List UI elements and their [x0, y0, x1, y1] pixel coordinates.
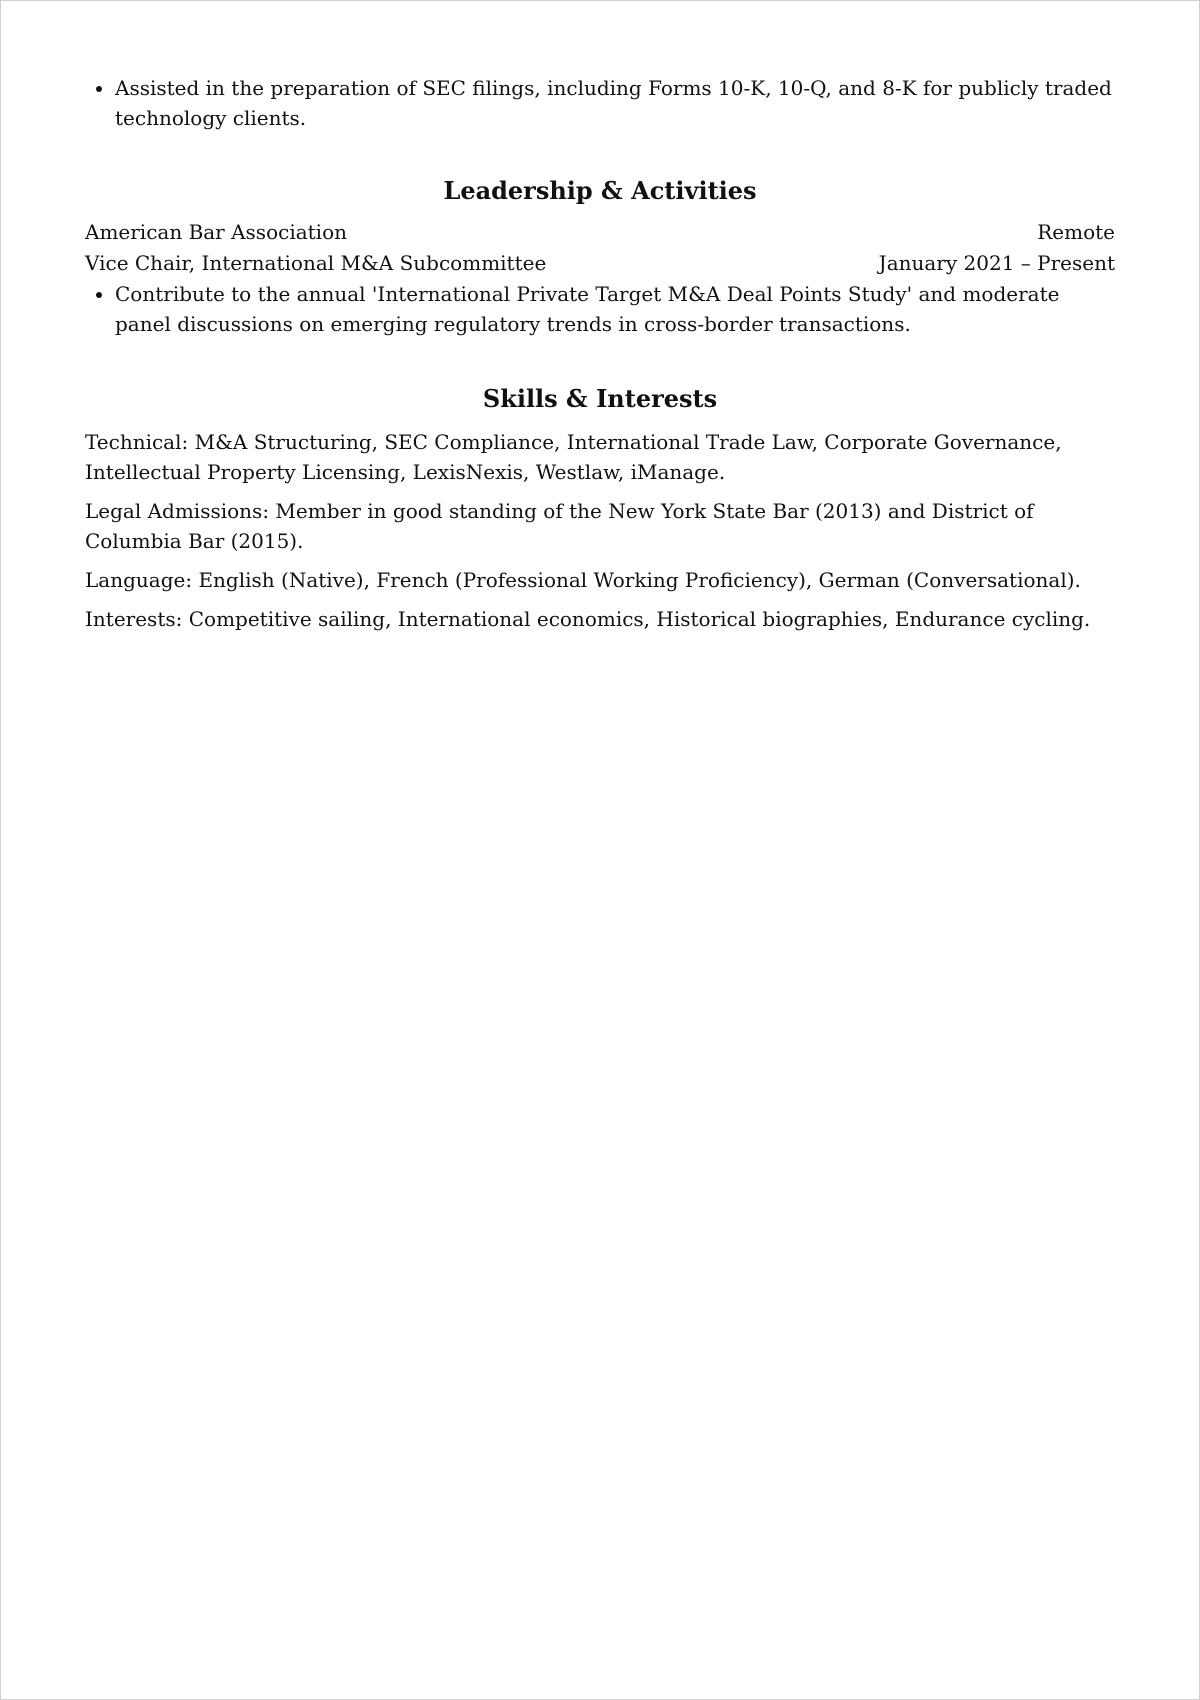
skill-interests	[85, 604, 1115, 634]
leadership-bullet-list	[85, 279, 1115, 339]
skill-label: Legal Admissions:	[85, 499, 270, 523]
skill-value: Competitive sailing, International economics, Historical biographies, Endurance cycling.	[188, 607, 1091, 631]
experience-bullet-list	[85, 73, 1115, 133]
skill-value: M&A Structuring, SEC Compliance, International Trade Law, Corporate Governance, Intellectual Property Licensing, LexisNexis, Westlaw, iManage.	[85, 430, 1062, 484]
entry-role: Vice Chair, International M&A Subcommittee	[85, 251, 547, 275]
skill-technical	[85, 427, 1115, 487]
section-title-leadership: Leadership & Activities	[443, 176, 757, 205]
skill-legal-admissions	[85, 496, 1115, 556]
entry-header-row	[85, 217, 1115, 248]
leadership-entry	[85, 217, 1115, 339]
skill-value: English (Native), French (Professional Working Proficiency), German (Conversational).	[198, 568, 1081, 592]
resume-content	[85, 73, 1115, 643]
section-title-skills: Skills & Interests	[482, 384, 718, 413]
skill-label: Technical:	[85, 430, 189, 454]
entry-dates: January 2021 – Present	[878, 251, 1115, 275]
skill-label: Interests:	[85, 607, 183, 631]
experience-bullet: • Assisted in the preparation of SEC filings, including Forms 10-K, 10-Q, and 8-K for publicly traded technology clients.	[115, 73, 1115, 133]
leadership-bullet: • Contribute to the annual 'International Private Target M&A Deal Points Study' and moderate panel discussions on emerging regulatory trends in cross-border transactions.	[115, 279, 1115, 339]
skills-list	[85, 427, 1115, 634]
skill-label: Language:	[85, 568, 193, 592]
skill-language	[85, 565, 1115, 595]
entry-role-row	[85, 248, 1115, 279]
entry-location: Remote	[1037, 220, 1115, 244]
skill-value: Member in good standing of the New York State Bar (2013) and District of Columbia Bar (2015).	[85, 499, 1034, 553]
entry-organization: American Bar Association	[85, 220, 347, 244]
